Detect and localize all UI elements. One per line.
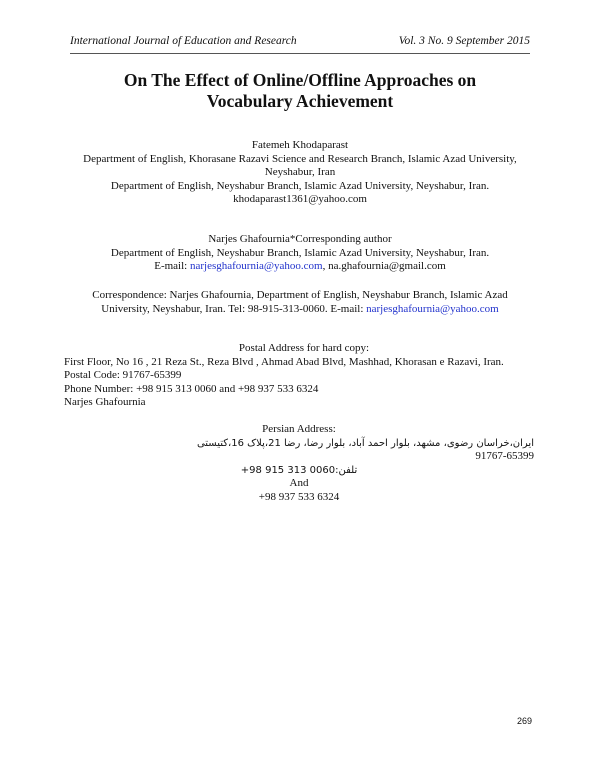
title-line-2: Vocabulary Achievement: [206, 91, 394, 111]
phone-numbers: Phone Number: +98 915 313 0060 and +98 937 533 6324: [64, 382, 319, 395]
author-2-block: [40, 233, 560, 274]
author-2-email-secondary: , na.ghafournia@gmail.com: [322, 260, 446, 272]
postal-name: Narjes Ghafournia: [64, 396, 146, 408]
persian-address: ایران،خراسان رضوی، مشهد، بلوار احمد آباد، بلوار رضا، رضا 21،پلاک 16،کتیستی: [196, 437, 534, 449]
paper-title: [60, 70, 540, 112]
postal-heading: Postal Address for hard copy:: [238, 342, 370, 354]
correspondence-email-link[interactable]: narjesghafournia@yahoo.com: [366, 302, 499, 315]
persian-address-block: [64, 423, 534, 504]
persian-phone-2: +98 937 533 6324: [258, 490, 340, 503]
author-1-block: [40, 139, 560, 207]
author-1-affiliation-2: Department of English, Neyshabur Branch, Islamic Azad University, Neyshabur, Iran.: [110, 179, 490, 192]
and-text: And: [289, 477, 309, 489]
correspondence-text: University, Neyshabur, Iran. Tel: 98-915-313-0060. E-mail:: [101, 302, 364, 315]
postal-code: Postal Code: 91767-65399: [64, 369, 182, 381]
author-2-email-line: [40, 260, 560, 274]
title-line-1: On The Effect of Online/Offline Approaches on: [123, 70, 477, 90]
persian-phone: تلفن:0060 313 915 98+: [240, 464, 358, 476]
author-2-affiliation: Department of English, Neyshabur Branch, Islamic Azad University, Neyshabur, Iran.: [110, 246, 490, 259]
author-1-name: Fatemeh Khodaparast: [251, 139, 349, 151]
page-number: 269: [516, 716, 532, 726]
correspondence-line-2: [40, 303, 560, 317]
correspondence-line-1: Correspondence: Narjes Ghafournia, Department of English, Neyshabur Branch, Islamic Azad: [92, 289, 508, 301]
author-1-affiliation-1b: Neyshabur, Iran: [264, 166, 336, 178]
email-label: E-mail:: [154, 260, 188, 272]
running-header: [70, 35, 530, 54]
correspondence-block: [40, 289, 560, 316]
author-2-email-link[interactable]: narjesghafournia@yahoo.com: [189, 260, 323, 272]
postal-address: First Floor, No 16 , 21 Reza St., Reza Blvd , Ahmad Abad Blvd, Mashhad, Khorasan e Razavi, Iran.: [64, 355, 504, 368]
journal-name: International Journal of Education and Research: [70, 35, 297, 47]
persian-postal-code: 91767-65399: [475, 450, 534, 462]
persian-heading: Persian Address:: [262, 423, 336, 435]
author-2-name: Narjes Ghafournia*Corresponding author: [208, 233, 392, 245]
author-1-affiliation-1a: Department of English, Khorasane Razavi Science and Research Branch, Islamic Azad University,: [83, 152, 517, 165]
issue-info: Vol. 3 No. 9 September 2015: [398, 35, 530, 47]
postal-address-block: [64, 342, 544, 410]
author-1-email: khodaparast1361@yahoo.com: [233, 193, 367, 205]
